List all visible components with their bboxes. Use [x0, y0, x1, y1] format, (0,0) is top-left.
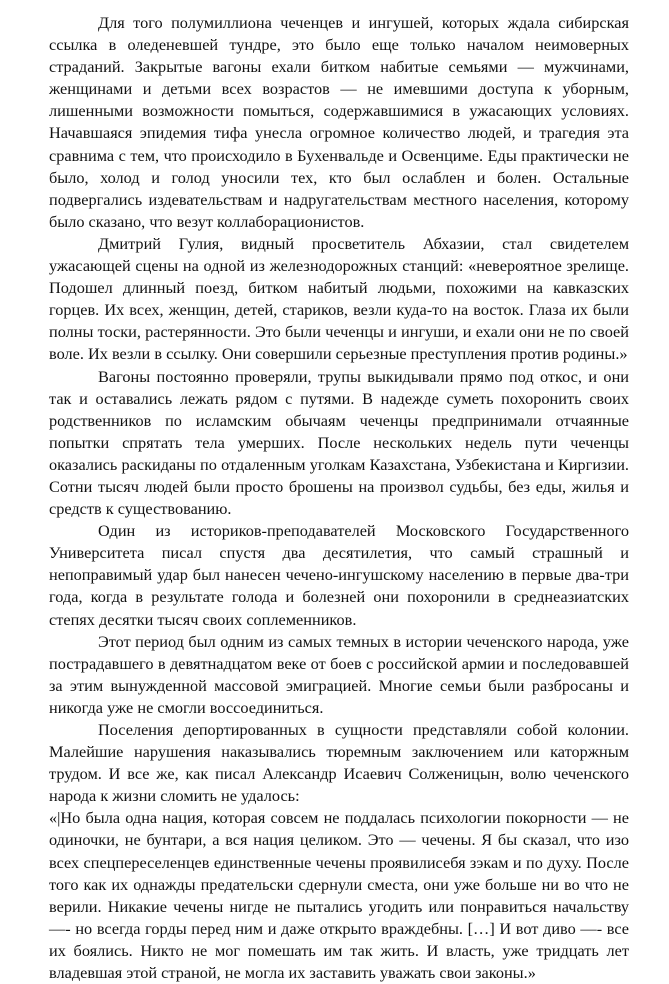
paragraph-2: Дмитрий Гулия, видный просветитель Абхазии, стал свидетелем ужасающей сцены на одной из железнодорожных станций: «невероятное зрелище. Подошел длинный поезд, битком набитый людьми, похожими на кавказских горцев. Их всех, женщин, детей, стариков, везли куда-то на восток. Глаза их были полны тоски, растерянности. Это были чеченцы и ингуши, и ехали они не по своей воле. Их везли в ссылку. Они совершили серьезные преступления против родины.» [49, 233, 629, 364]
paragraph-4: Один из историков-преподавателей Московского Государственного Университета писал спустя два десятилетия, что самый страшный и непоправимый удар был нанесен чечено-ингушскому населению в первые два-три года, когда в результате голода и болезней они похоронили в среднеазиатских степях десятки тысяч своих соплеменников. [49, 521, 629, 629]
solzhenitsyn-quote: «|Но была одна нация, которая совсем не поддалась психологии покорности — не одиночки, не бунтари, а вся нация целиком. Это — чечены. Я бы сказал, что изо всех спецпереселенцев единственные чечены проявилисебя зэкам и по духу. После того как их однажды предательски сдернули сместа, они уже больше ни во что не верили. Никакие чечены нигде не пытались угодить или понравиться начальству —- но всегда горды перед ним и даже открыто враждебны. […] И вот диво —- все их боялись. Никто не мог помешать им так жить. И власть, уже тридцать лет владевшая этой страной, не могла их заставить уважать свои законы.» [49, 808, 629, 983]
paragraph-6: Поселения депортированных в сущности представляли собой колонии. Малейшие нарушения наказывались тюремным заключением или каторжным трудом. И все же, как писал Александр Исаевич Солженицын, волю чеченского народа к жизни сломить не удалось: [49, 720, 629, 806]
paragraph-3: Вагоны постоянно проверяли, трупы выкидывали прямо под откос, и они так и оставались лежать рядом с путями. В надежде суметь похоронить своих родственников по исламским обычаям чеченцы предпринимали отчаянные попытки спрятать тела умерших. После нескольких недель пути чеченцы оказались раскиданы по отдаленным уголкам Казахстана, Узбекистана и Киргизии. Сотни тысяч людей были просто брошены на произвол судьбы, без еды, жилья и средств к существованию. [49, 366, 629, 519]
document-page [49, 12, 629, 984]
paragraph-1: Для того полумиллиона чеченцев и ингушей, которых ждала сибирская ссылка в оледеневшей тундре, это было еще только началом неимоверных страданий. Закрытые вагоны ехали битком набитые семьями — мужчинами, женщинами и детьми всех возрастов — не имевшими доступа к уборным, лишенными возможности помыться, содержавшимися в ужасающих условиях. Начавшаяся эпидемия тифа унесла огромное количество людей, и трагедия эта сравнима с тем, что происходило в Бухенвальде и Освенциме. Еды практически не было, холод и голод уносили тех, кто был ослаблен и болен. Остальные подвергались издевательствам и надругательствам местного населения, которому было сказано, что везут коллаборационистов. [49, 13, 629, 231]
paragraph-5: Этот период был одним из самых темных в истории чеченского народа, уже пострадавшего в девятнадцатом веке от боев с российской армии и последовавшей за этим вынужденной массовой эмиграцией. Многие семьи были разбросаны и никогда уже не смогли воссоединиться. [49, 631, 629, 717]
